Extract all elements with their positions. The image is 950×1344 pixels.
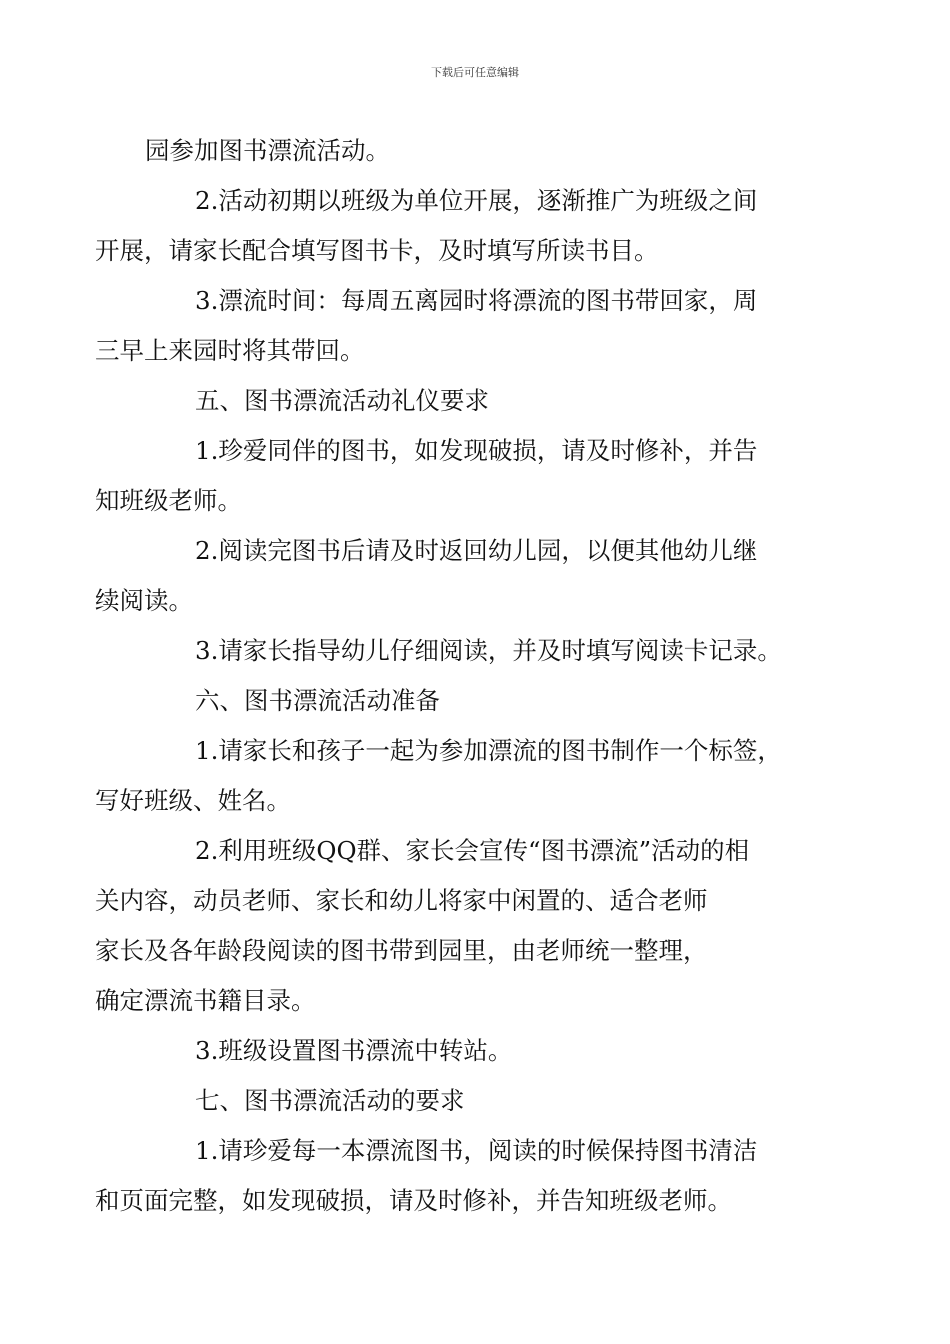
paragraph-line: 家长及各年龄段阅读的图书带到园里，由老师统一整理， — [95, 936, 708, 965]
paragraph — [95, 526, 815, 626]
paragraph — [145, 1076, 815, 1126]
paragraph-line: 1.请珍爱每一本漂流图书，阅读的时候保持图书清洁 — [195, 1136, 758, 1165]
paragraph-line: 1.请家长和孩子一起为参加漂流的图书制作一个标签， — [195, 736, 782, 765]
paragraph-line: 和页面完整，如发现破损，请及时修补，并告知班级老师。 — [95, 1186, 732, 1215]
paragraph-line: 知班级老师。 — [95, 486, 242, 515]
paragraph-line: 园参加图书漂流活动。 — [145, 136, 390, 165]
paragraph — [95, 726, 815, 826]
paragraph — [145, 1026, 815, 1076]
paragraph — [95, 276, 815, 376]
paragraph-line: 1.珍爱同伴的图书，如发现破损，请及时修补，并告 — [195, 436, 758, 465]
paragraph-line: 三早上来园时将其带回。 — [95, 336, 365, 365]
paragraph-line: 2.阅读完图书后请及时返回幼儿园，以便其他幼儿继 — [195, 536, 758, 565]
paragraph-line: 续阅读。 — [95, 586, 193, 615]
paragraph — [95, 1126, 815, 1226]
paragraph — [145, 626, 815, 676]
paragraph-line: 开展，请家长配合填写图书卡，及时填写所读书目。 — [95, 236, 659, 265]
paragraph-line: 七、图书漂流活动的要求 — [195, 1086, 465, 1115]
page-header-note: 下载后可任意编辑 — [431, 66, 519, 79]
paragraph-line: 2.利用班级QQ群、家长会宣传“图书漂流”活动的相 — [195, 836, 750, 865]
paragraph-line: 五、图书漂流活动礼仪要求 — [195, 386, 489, 415]
paragraph-line: 2.活动初期以班级为单位开展，逐渐推广为班级之间 — [195, 186, 758, 215]
paragraph — [145, 376, 815, 426]
paragraph — [95, 176, 815, 276]
paragraph — [95, 426, 815, 526]
document-body — [95, 126, 815, 1226]
paragraph — [95, 826, 815, 1026]
paragraph — [145, 676, 815, 726]
paragraph-line: 确定漂流书籍目录。 — [95, 986, 316, 1015]
paragraph-line: 3.班级设置图书漂流中转站。 — [195, 1036, 513, 1065]
paragraph-line: 关内容，动员老师、家长和幼儿将家中闲置的、适合老师 — [95, 886, 708, 915]
paragraph-line: 3.漂流时间：每周五离园时将漂流的图书带回家，周 — [195, 286, 758, 315]
paragraph-line: 写好班级、姓名。 — [95, 786, 291, 815]
paragraph-line: 3.请家长指导幼儿仔细阅读，并及时填写阅读卡记录。 — [195, 636, 782, 665]
paragraph — [145, 126, 815, 176]
paragraph-line: 六、图书漂流活动准备 — [195, 686, 440, 715]
